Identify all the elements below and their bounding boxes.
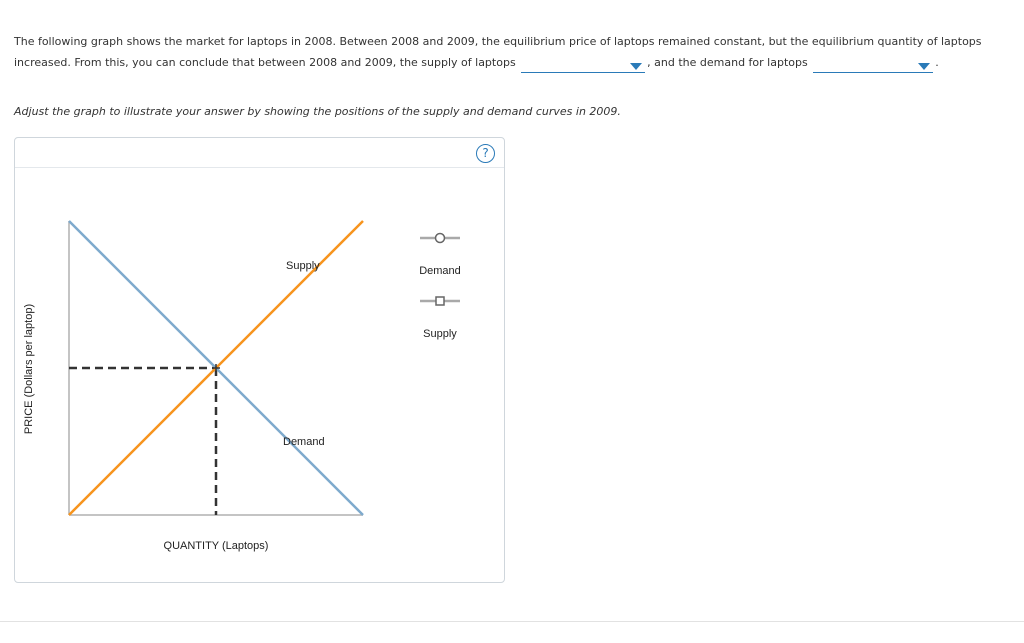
question-part3: . — [935, 56, 939, 69]
demand-tool[interactable] — [419, 234, 461, 278]
x-axis-label: QUANTITY (Laptops) — [163, 540, 269, 552]
supply-tool[interactable] — [420, 297, 460, 340]
help-icon[interactable]: ? — [476, 144, 495, 163]
question-part1: The following graph shows the market for laptops in 2008. Between 2008 and 2009, the equilibrium price of laptops remained constant, but the equilibrium quantity of laptops increased. From this, you can conclude that between 2008 and 2009, the supply of laptops — [14, 35, 982, 69]
supply-curve-label: Supply — [286, 260, 320, 272]
square-icon — [436, 297, 444, 305]
demand-tool-label: Demand — [419, 265, 461, 277]
supply-tool-label: Supply — [423, 328, 457, 340]
question-part2: , and the demand for laptops — [647, 56, 808, 69]
instruction-text: Adjust the graph to illustrate your answer by showing the positions of the supply and demand curves in 2009. — [14, 105, 621, 118]
y-axis-label: PRICE (Dollars per laptop) — [23, 303, 35, 435]
demand-curve-label: Demand — [283, 436, 325, 448]
circle-icon — [436, 234, 445, 243]
footer-divider — [0, 621, 1024, 622]
